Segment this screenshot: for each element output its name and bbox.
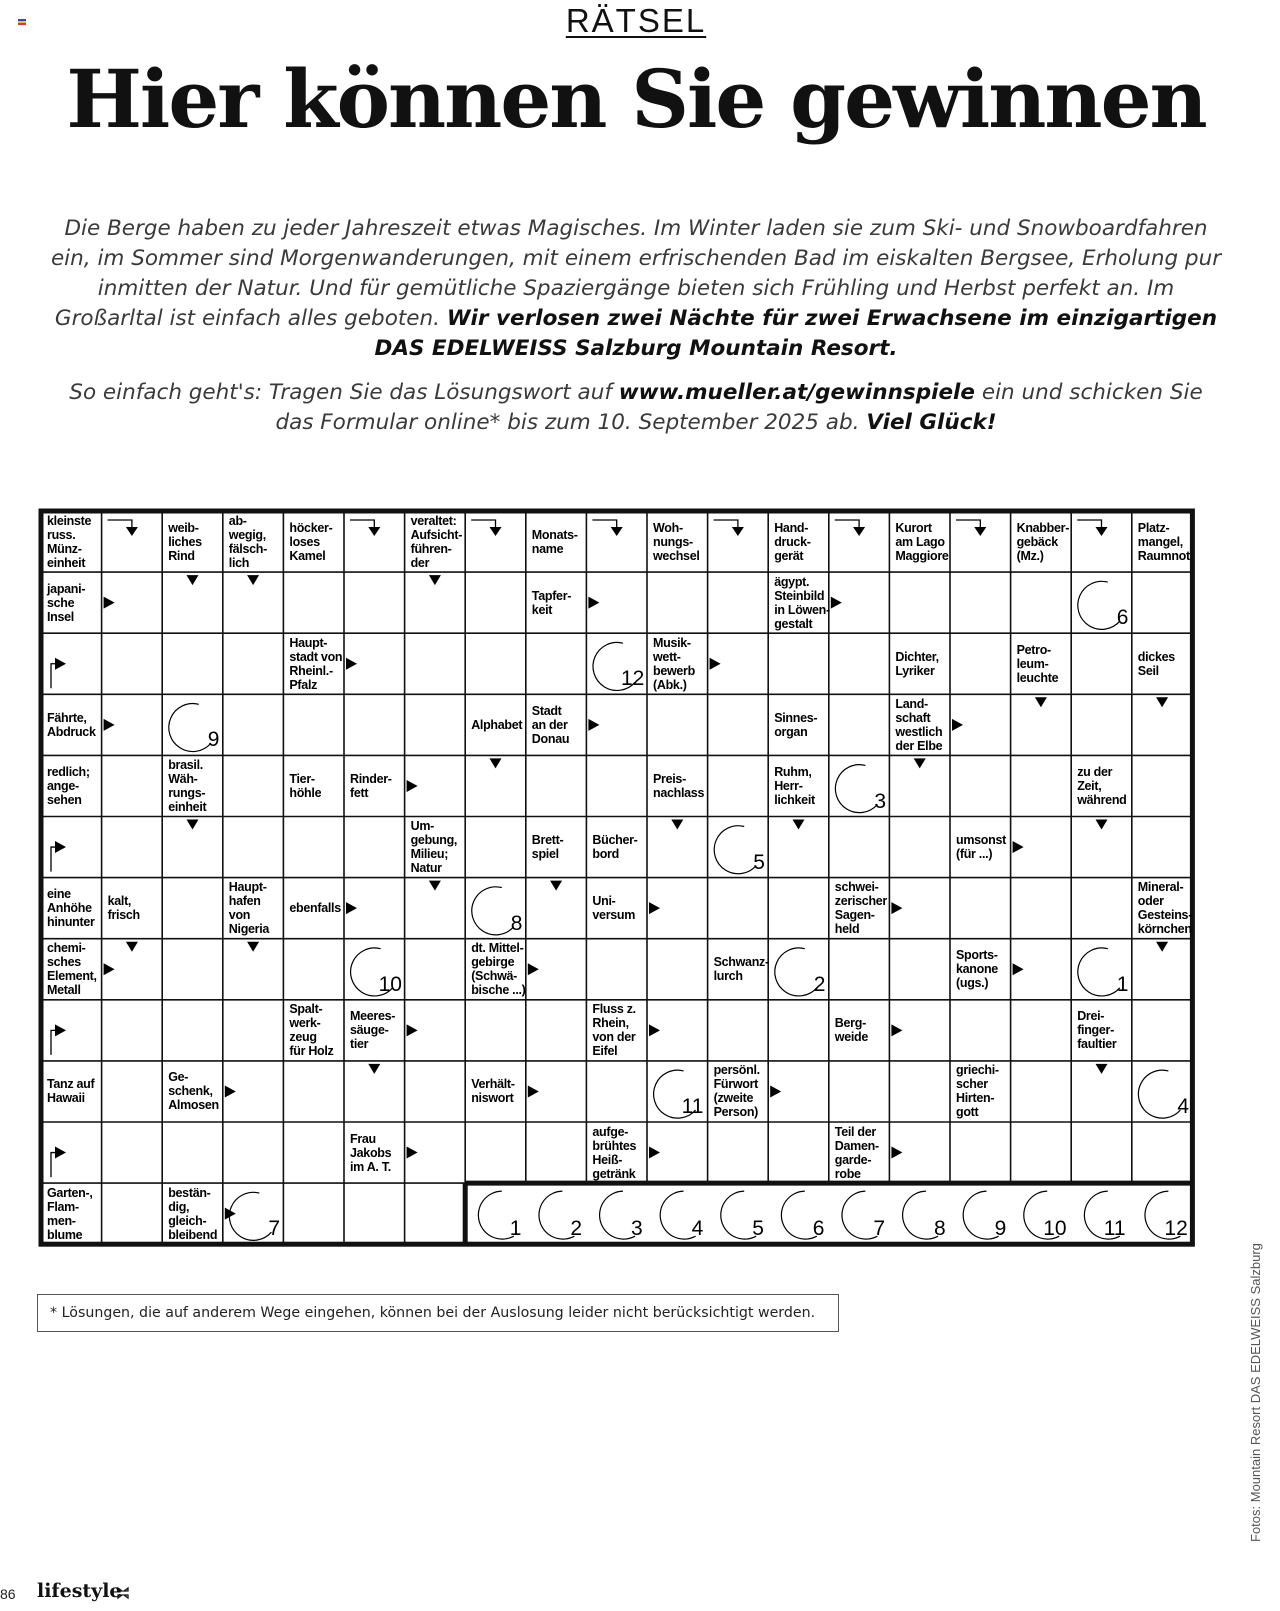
clue-c-0-0	[47, 514, 91, 570]
clue-line: Sports-	[956, 948, 998, 963]
clue-line: Verhält-	[471, 1077, 515, 1092]
clue-line: hafen	[228, 894, 261, 909]
clue-c-4-5	[350, 772, 392, 800]
intro-paragraph	[50, 214, 1222, 364]
clue-line: Element,	[47, 969, 97, 984]
answer-number: 8	[510, 911, 523, 935]
clue-c-10-13	[835, 1125, 879, 1181]
clue-line: Kurort	[895, 520, 932, 535]
clue-line: Rhein,	[592, 1016, 629, 1031]
clue-line: (zweite	[713, 1091, 754, 1106]
clue-c-5-6	[411, 819, 458, 875]
prize-text: Wir verlosen zwei Nächte für zwei Erwachsene im einzigartigen DAS EDELWEISS Salzburg Mountain Resort.	[374, 306, 1218, 361]
footnote: * Lösungen, die auf anderem Wege eingehen, können bei der Auslosung leider nicht berücksichtigt werden.	[37, 1294, 839, 1332]
clue-line: sehen	[47, 792, 82, 807]
clue-line: Rheinl.-	[289, 663, 333, 678]
clue-line: veraltet:	[410, 513, 457, 528]
page-number: 86	[0, 1586, 16, 1602]
clue-line: lurch	[713, 969, 743, 984]
clue-c-4-2	[168, 758, 206, 814]
clue-line: Sagen-	[834, 908, 875, 923]
clue-c-1-8	[532, 589, 571, 617]
clue-line: Brett-	[531, 833, 564, 848]
clue-line: bische ...)	[471, 983, 526, 998]
clue-c-0-6	[411, 514, 462, 570]
clue-c-10-5	[350, 1132, 391, 1174]
clue-line: Insel	[47, 609, 74, 624]
clue-line: Land-	[895, 696, 928, 711]
clue-line: gestalt	[774, 616, 813, 631]
clue-line: Donau	[531, 731, 570, 746]
answer-number: 6	[1116, 606, 1129, 630]
clue-line: höhle	[289, 785, 322, 800]
clue-c-4-4	[289, 772, 321, 800]
clue-line: von	[228, 908, 251, 923]
clue-line: robe	[834, 1166, 861, 1181]
clue-line: Tapfer-	[531, 588, 572, 603]
good-luck: Viel Glück!	[866, 410, 997, 435]
clue-line: gott	[956, 1105, 979, 1120]
clue-line: (Mz.)	[1016, 548, 1044, 563]
clue-line: westlich	[895, 724, 943, 739]
clue-line: Zeit,	[1077, 778, 1102, 793]
clue-line: Fluss z.	[592, 1002, 636, 1017]
clue-line: Alphabet	[471, 717, 523, 732]
clue-line: zu der	[1077, 764, 1113, 779]
clue-line: griechi-	[956, 1063, 999, 1078]
clue-c-6-18	[1138, 880, 1192, 936]
clue-line: Musik-	[653, 635, 691, 650]
clue-line: nachlass	[653, 785, 705, 800]
clue-line: Petro-	[1016, 642, 1051, 657]
clue-line: für Holz	[289, 1044, 334, 1059]
clue-c-11-0	[47, 1186, 93, 1242]
clue-line: Almosen	[168, 1098, 219, 1113]
clue-line: wechsel	[653, 548, 700, 563]
clue-line: Schwanz-	[713, 955, 769, 970]
clue-line: Hand-	[774, 520, 809, 535]
answer-number: 5	[753, 850, 765, 874]
clue-line: eine	[47, 887, 71, 902]
clue-line: Haupt-	[289, 635, 328, 650]
clue-line: Woh-	[653, 520, 683, 535]
solution-cell-2[interactable]: 2	[570, 1217, 583, 1241]
clue-line: Eifel	[592, 1044, 618, 1059]
clue-line: hinunter	[47, 915, 95, 930]
clue-c-1-12	[774, 575, 830, 631]
clue-line: stadt von	[289, 649, 343, 664]
solution-cell-6[interactable]: 6	[812, 1217, 825, 1241]
clue-line: name	[531, 541, 564, 556]
clue-line: Drei-	[1077, 1009, 1105, 1024]
clue-line: Preis-	[653, 771, 686, 786]
crossword-lines	[37, 511, 1270, 1270]
solution-cell-4[interactable]: 4	[691, 1217, 704, 1241]
howto-prefix: So einfach geht's: Tragen Sie das Lösungswort auf	[69, 380, 612, 405]
clue-line: Gesteins-	[1137, 908, 1193, 923]
clue-line: Bücher-	[592, 833, 638, 848]
clue-line: bleibend	[168, 1227, 218, 1242]
clue-line: garde-	[834, 1152, 872, 1167]
clue-line: Knabber-	[1016, 520, 1070, 535]
clue-line: brasil.	[168, 757, 203, 772]
clue-line: keit	[531, 602, 553, 617]
photo-credit: Fotos: Mountain Resort DAS EDELWEISS Salzburg	[1248, 1243, 1263, 1542]
clue-line: russ.	[47, 527, 76, 542]
clue-line: wegig,	[228, 527, 266, 542]
page-title: Hier können Sie gewinnen	[66, 52, 1206, 146]
clue-c-5-8	[532, 833, 564, 861]
clue-line: ab-	[228, 513, 247, 528]
clue-line: Ge-	[168, 1070, 189, 1085]
answer-number: 7	[268, 1217, 281, 1241]
clue-line: held	[834, 922, 860, 937]
clue-line: japani-	[47, 581, 86, 596]
clue-line: Uni-	[592, 894, 616, 909]
clue-c-11-2	[168, 1186, 217, 1242]
clue-line: gebirge	[471, 955, 515, 970]
clue-line: persönl.	[713, 1063, 760, 1078]
clue-c-8-5	[350, 1009, 395, 1051]
entry-url[interactable]: www.mueller.at/gewinnspiele	[618, 380, 976, 405]
clue-line: höcker-	[289, 520, 333, 535]
answer-number: 9	[207, 728, 220, 752]
clue-c-7-0	[47, 941, 97, 997]
clue-line: schaft	[895, 710, 931, 725]
clue-line: Flam-	[47, 1199, 79, 1214]
section-label: RÄTSEL	[565, 2, 707, 39]
clue-line: Milieu;	[410, 847, 449, 862]
clue-c-9-15	[956, 1063, 999, 1119]
clue-line: redlich;	[47, 764, 90, 779]
howto-middle: ein und schicken Sie das Formular online* bis zum 10. September 2025 ab.	[275, 380, 1203, 435]
clue-line: getränk	[592, 1166, 636, 1181]
clue-line: gebäck	[1016, 534, 1058, 549]
clue-line: niswort	[471, 1091, 514, 1106]
clue-c-0-4	[289, 521, 332, 563]
clue-line: Rind	[168, 548, 195, 563]
clue-c-9-7	[471, 1077, 514, 1105]
clue-c-8-9	[592, 1002, 635, 1058]
clue-line: Stadt	[531, 703, 562, 718]
clue-line: zeug	[289, 1030, 317, 1045]
clue-line: brühtes	[592, 1138, 637, 1153]
clue-line: am Lago	[895, 534, 945, 549]
clue-line: Mineral-	[1137, 880, 1184, 895]
clue-line: weib-	[168, 520, 199, 535]
clue-line: ange-	[47, 778, 79, 793]
intro-text: Die Berge haben zu jeder Jahreszeit etwas Magisches. Im Winter laden sie zum Ski- und Snowboardfahren ein, im Sommer sind Morgenwanderungen, mit einem erfrischenden Bad im eiskalten Bergsee, Erholung pur inmitten der Natur. Und für gemütliche Spaziergänge bieten sich Frühling und Herbst perfekt an. Im Großarltal ist einfach alles geboten.	[50, 216, 1222, 331]
clue-line: lich	[228, 555, 250, 570]
clue-line: dig,	[168, 1199, 190, 1214]
clue-c-9-0	[47, 1077, 94, 1105]
clue-line: dt. Mittel-	[471, 941, 524, 956]
clue-c-9-2	[168, 1070, 219, 1112]
clue-line: einheit	[168, 799, 207, 814]
clue-line: Natur	[410, 861, 442, 876]
clue-c-2-18	[1138, 650, 1175, 678]
clue-line: sche	[47, 595, 75, 610]
clue-c-9-11	[714, 1063, 760, 1119]
clue-line: finger-	[1077, 1023, 1114, 1038]
clue-c-0-18	[1138, 521, 1190, 563]
clue-line: versum	[592, 908, 636, 923]
clue-line: körnchen	[1137, 922, 1192, 937]
clue-c-4-0	[47, 765, 90, 807]
clue-line: mangel,	[1137, 534, 1183, 549]
clue-line: während	[1077, 792, 1127, 807]
clue-line: einheit	[47, 555, 86, 570]
lifestyle-icon	[116, 1586, 130, 1600]
clue-line: der Elbe	[895, 738, 943, 753]
answer-number: 4	[1177, 1095, 1190, 1118]
clue-c-3-8	[532, 704, 569, 746]
solution-cell-9[interactable]: 9	[994, 1217, 1007, 1241]
solution-cell-8[interactable]: 8	[934, 1217, 946, 1241]
entry-instructions	[50, 378, 1222, 438]
clue-line: dickes	[1137, 649, 1175, 664]
clue-c-6-4	[289, 901, 341, 915]
clue-line: ebenfalls	[289, 901, 341, 916]
clue-line: gebung,	[410, 833, 458, 848]
clue-line: (Abk.)	[653, 677, 687, 692]
clue-c-4-10	[653, 772, 704, 800]
clue-line: Lyriker	[895, 663, 935, 678]
clue-line: Tanz auf	[47, 1077, 95, 1092]
clue-line: Pfalz	[289, 677, 318, 692]
clue-c-0-10	[653, 521, 700, 563]
clue-c-3-0	[47, 711, 96, 739]
answer-number: 1	[1116, 972, 1129, 996]
brand-logo: lifestyle	[37, 1580, 122, 1602]
clue-line: nungs-	[653, 534, 693, 549]
clue-line: im A. T.	[350, 1159, 391, 1174]
clue-c-2-14	[895, 650, 938, 678]
solution-cell-12[interactable]: 12	[1164, 1217, 1188, 1241]
clue-line: bord	[592, 847, 619, 862]
clue-line: rungs-	[168, 785, 206, 800]
clue-line: frisch	[107, 908, 140, 923]
clue-c-0-14	[895, 521, 948, 563]
clue-line: Nigeria	[228, 922, 270, 937]
clue-line: sches	[47, 955, 81, 970]
clue-line: organ	[774, 724, 808, 739]
clue-c-3-14	[895, 697, 942, 753]
clue-line: Um-	[410, 819, 434, 834]
clue-line: Spalt-	[289, 1002, 323, 1017]
solution-cell-5[interactable]: 5	[752, 1217, 764, 1241]
clue-line: Jakobs	[350, 1145, 392, 1160]
clue-line: Monats-	[531, 527, 578, 542]
clue-c-6-9	[592, 894, 635, 922]
clue-c-0-3	[229, 514, 267, 570]
clue-line: Anhöhe	[47, 901, 92, 916]
clue-line: bewerb	[653, 663, 695, 678]
clue-c-8-17	[1077, 1009, 1116, 1051]
clue-line: in Löwen-	[774, 602, 830, 617]
clue-line: oder	[1137, 894, 1164, 909]
clue-line: Ruhm,	[774, 764, 812, 779]
clue-line: Raumnot	[1137, 548, 1190, 563]
clue-line: leuchte	[1016, 670, 1059, 685]
clue-c-1-0	[47, 582, 85, 624]
clue-line: Frau	[350, 1131, 376, 1146]
clue-line: Münz-	[47, 541, 82, 556]
clue-line: führen-	[410, 541, 452, 556]
answer-number: 11	[681, 1095, 704, 1118]
clue-line: schenk,	[168, 1084, 213, 1099]
clue-line: ägypt.	[774, 574, 810, 589]
clue-c-4-17	[1077, 765, 1126, 807]
answer-number: 3	[874, 789, 887, 813]
clue-line: blume	[47, 1227, 83, 1242]
clue-line: schwei-	[834, 880, 879, 895]
clue-c-6-0	[47, 887, 95, 929]
clue-line: Person)	[713, 1105, 759, 1120]
clue-line: Berg-	[834, 1016, 866, 1031]
clue-line: (für ...)	[956, 847, 993, 862]
clue-line: wett-	[653, 649, 681, 664]
clue-line: Fürwort	[713, 1077, 759, 1092]
clue-c-2-16	[1017, 643, 1059, 685]
clue-line: fälsch-	[228, 541, 267, 556]
clue-line: Heiß-	[592, 1152, 623, 1167]
clue-c-2-10	[653, 636, 695, 692]
clue-line: Hirten-	[956, 1091, 995, 1106]
clue-line: liches	[168, 534, 202, 549]
answer-number: 2	[813, 972, 826, 996]
clue-line: Maggiore	[895, 548, 949, 563]
clue-line: Steinbild	[774, 588, 825, 603]
clue-line: kalt,	[107, 894, 132, 909]
clue-line: Dichter,	[895, 649, 939, 664]
clue-c-6-13	[835, 880, 887, 936]
clue-line: kleinste	[47, 513, 92, 528]
clue-c-7-11	[714, 955, 769, 983]
clue-line: fett	[350, 785, 369, 800]
clue-c-8-13	[835, 1016, 868, 1044]
clue-line: chemi-	[47, 941, 86, 956]
solution-cell-1[interactable]: 1	[509, 1217, 522, 1241]
clue-c-8-4	[289, 1002, 333, 1058]
clue-c-5-15	[956, 833, 1006, 861]
clue-line: Herr-	[774, 778, 803, 793]
clue-c-3-12	[774, 711, 817, 739]
clue-c-7-15	[956, 948, 998, 990]
clue-line: gerät	[774, 548, 804, 563]
solution-cell-10[interactable]: 10	[1043, 1217, 1067, 1241]
clue-line: der	[410, 555, 430, 570]
clue-line: Damen-	[834, 1138, 879, 1153]
clue-c-3-7	[471, 718, 522, 732]
clue-line: Kamel	[289, 548, 326, 563]
solution-cell-3[interactable]: 3	[631, 1217, 643, 1241]
answer-number: 10	[378, 972, 402, 996]
solution-cell-11[interactable]: 11	[1103, 1217, 1126, 1241]
clue-line: Aufsicht-	[410, 527, 463, 542]
clue-line: loses	[289, 534, 320, 549]
clue-c-5-9	[592, 833, 637, 861]
clue-c-10-9	[592, 1125, 636, 1181]
clue-c-6-1	[108, 894, 140, 922]
crossword-grid	[37, 511, 1270, 1270]
clue-line: lichkeit	[774, 792, 815, 807]
clue-line: Fährte,	[47, 710, 87, 725]
clue-c-0-2	[168, 521, 202, 563]
clue-line: Rinder-	[350, 771, 392, 786]
clue-c-6-3	[229, 880, 269, 936]
clue-line: Haupt-	[228, 880, 267, 895]
clue-line: Teil der	[834, 1124, 876, 1139]
clue-line: bestän-	[168, 1185, 211, 1200]
clue-line: an der	[531, 717, 568, 732]
clue-c-2-4	[289, 636, 342, 692]
clue-line: Meeres-	[350, 1009, 396, 1024]
clue-line: umsonst	[956, 833, 1006, 848]
clue-line: Hawaii	[47, 1091, 85, 1106]
clue-line: leum-	[1016, 656, 1049, 671]
clue-line: gleich-	[168, 1213, 207, 1228]
clue-line: (ugs.)	[956, 976, 989, 991]
clue-line: säuge-	[350, 1023, 389, 1038]
clue-line: Metall	[47, 983, 81, 998]
clue-c-7-7	[471, 941, 525, 997]
clue-line: von der	[592, 1030, 636, 1045]
clue-c-0-12	[774, 521, 810, 563]
clue-line: druck-	[774, 534, 811, 549]
clue-c-0-8	[532, 528, 578, 556]
clue-line: men-	[47, 1213, 76, 1228]
clue-line: Seil	[1137, 663, 1159, 678]
clue-line: werk-	[289, 1016, 321, 1031]
clue-line: zerischer	[834, 894, 887, 909]
clue-line: scher	[956, 1077, 988, 1092]
clue-line: Abdruck	[47, 724, 96, 739]
clue-c-4-12	[774, 765, 815, 807]
clue-line: tier	[350, 1037, 369, 1052]
clue-line: (Schwä-	[471, 969, 518, 984]
clue-line: Platz-	[1137, 520, 1170, 535]
solution-cell-7[interactable]: 7	[873, 1217, 886, 1241]
clue-line: aufge-	[592, 1124, 629, 1139]
clue-line: Wäh-	[168, 771, 198, 786]
clue-c-0-16	[1017, 521, 1069, 563]
clue-line: Garten-,	[47, 1185, 93, 1200]
answer-number: 12	[621, 667, 645, 691]
clue-line: faultier	[1077, 1037, 1117, 1052]
clue-line: Sinnes-	[774, 710, 818, 725]
clue-line: Tier-	[289, 771, 315, 786]
clue-line: weide	[834, 1030, 869, 1045]
clue-line: kanone	[956, 962, 998, 977]
clue-line: spiel	[531, 847, 559, 862]
